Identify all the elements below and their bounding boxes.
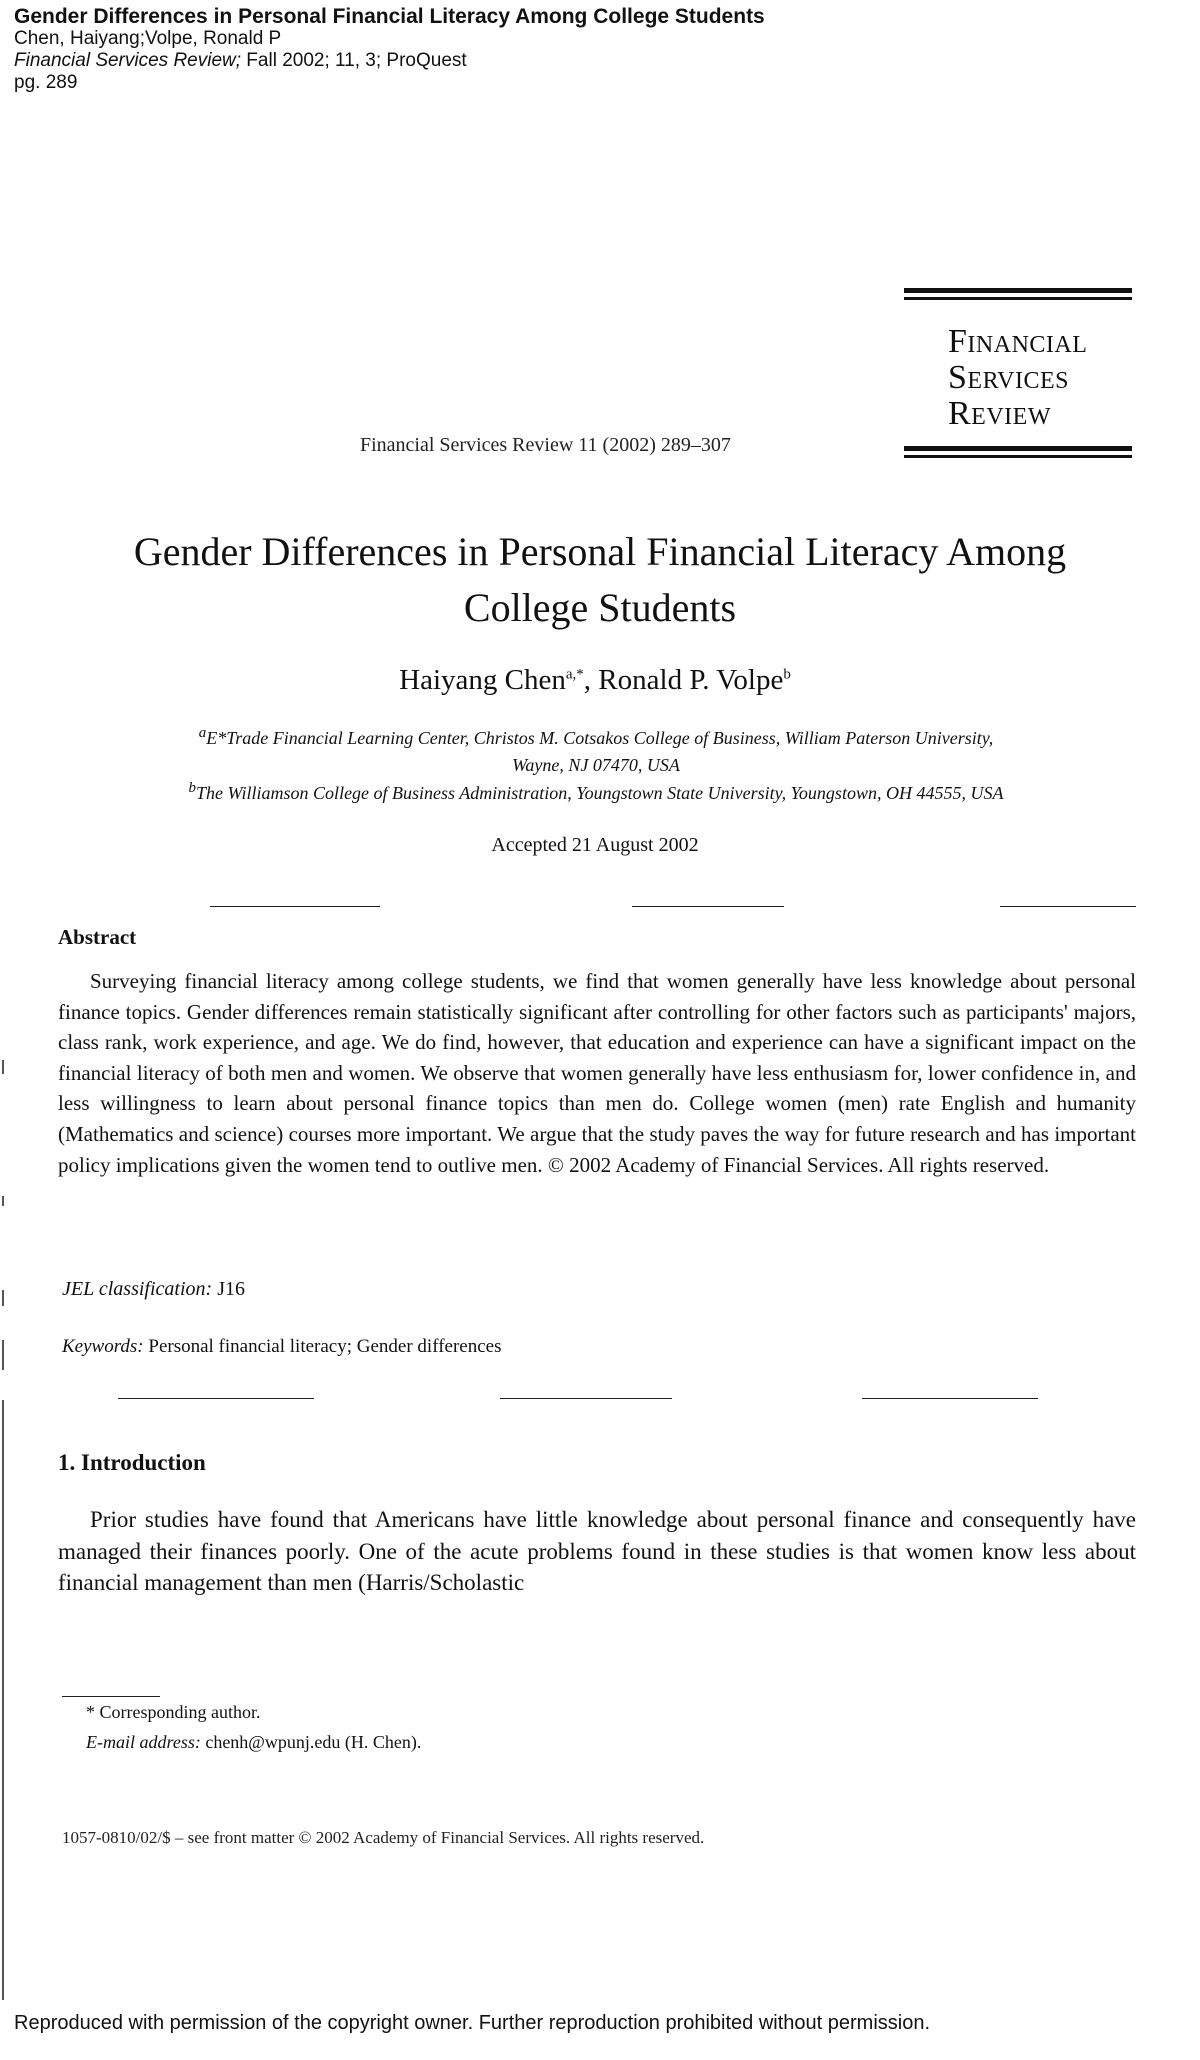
scan-mark	[2, 1196, 4, 1206]
affiliation-a	[56, 720, 1136, 779]
keywords-label: Keywords:	[62, 1336, 144, 1357]
logo-bottom-rule-thin	[904, 455, 1132, 458]
article-title-line-1: Gender Differences in Personal Financial Literacy Among	[133, 529, 1067, 574]
affiliation-b	[36, 780, 1156, 804]
abstract-top-rule-left	[210, 906, 380, 907]
issn-line: 1057-0810/02/$ – see front matter © 2002 Academy of Financial Services. All rights reserved.	[62, 1828, 705, 1847]
journal-logo	[904, 288, 1132, 458]
scan-mark	[2, 1400, 4, 2000]
author-chen-affil-mark: a,*	[565, 666, 584, 683]
abstract-heading: Abstract	[58, 925, 137, 949]
author-volpe-affil-mark: b	[783, 666, 791, 683]
footnote-email-value: chenh@wpunj.edu (H. Chen).	[200, 1732, 422, 1752]
abstract-bottom-rule-left	[118, 1398, 314, 1399]
author-volpe: Ronald P. Volpe	[598, 664, 784, 696]
logo-top-rule-thin	[904, 297, 1132, 300]
permission-notice: Reproduced with permission of the copyright owner. Further reproduction prohibited without permission.	[14, 2012, 931, 2034]
scan-mark	[2, 1060, 4, 1074]
article-title-line-2: College Students	[463, 585, 737, 630]
article-title	[40, 524, 1160, 636]
scan-mark	[2, 1340, 4, 1370]
introduction-body: Prior studies have found that Americans have little knowledge about personal finance and consequently have managed their finances poorly. One of the acute problems found in these studies is that women know less about financial management than men (Harris/Scholastic	[58, 1507, 1136, 1595]
introduction-heading: 1. Introduction	[58, 1450, 206, 1475]
footnote-rule	[62, 1696, 160, 1697]
proquest-source	[14, 50, 765, 72]
proquest-title: Gender Differences in Personal Financial Literacy Among College Students	[14, 5, 765, 28]
abstract-bottom-rule-center	[500, 1398, 672, 1399]
logo-bottom-rule	[904, 446, 1132, 451]
footnote-email-label: E-mail address:	[86, 1732, 201, 1752]
accepted-date: Accepted 21 August 2002	[491, 834, 699, 856]
logo-top-rule	[904, 288, 1132, 293]
article-authors	[0, 664, 1190, 697]
author-separator: ,	[583, 664, 599, 696]
affiliation-a-mark: a	[198, 725, 207, 741]
proquest-page: pg. 289	[14, 72, 78, 93]
abstract-body: Surveying financial literacy among college students, we find that women generally have less knowledge about personal finance topics. Gender differences remain statistically significant after controlling for other factors such as participants' majors, class rank, work experience, and age. We do find, however, that education and experience can have a significant impact on the financial literacy of both men and women. We observe that women generally have less enthusiasm for, lower confidence in, and less willingness to learn about personal finance topics than men do. College women (men) rate English and humanity (Mathematics and science) courses more important. We argue that the study paves the way for future research and has important policy implications given the women tend to outlive men. © 2002 Academy of Financial Services. All rights reserved.	[58, 969, 1136, 1177]
abstract-bottom-rule-right	[862, 1398, 1038, 1399]
abstract-top-rule-center	[632, 906, 784, 907]
affiliation-b-text: The Williamson College of Business Administration, Youngstown State University, Youngstown, OH 44555, USA	[196, 783, 1004, 803]
jel-value: J16	[212, 1278, 245, 1300]
journal-citation: Financial Services Review 11 (2002) 289–307	[360, 434, 731, 456]
jel-classification	[62, 1278, 245, 1301]
keywords	[62, 1336, 501, 1358]
logo-word-review: Review	[948, 395, 1051, 432]
logo-wordmark	[948, 324, 1087, 432]
keywords-value: Personal financial literacy; Gender differences	[143, 1336, 502, 1357]
proquest-source-details: Fall 2002; 11, 3; ProQuest	[241, 50, 467, 71]
jel-label: JEL classification:	[62, 1278, 213, 1300]
affiliation-b-mark: b	[188, 780, 197, 796]
affiliation-a-line-2: Wayne, NJ 07470, USA	[512, 755, 680, 775]
footnote-corresponding-author: * Corresponding author.	[86, 1702, 261, 1722]
author-chen: Haiyang Chen	[399, 664, 566, 696]
abstract-top-rule-right	[1000, 906, 1136, 907]
logo-word-financial: Financial	[948, 323, 1088, 360]
affiliation-a-line-1: E*Trade Financial Learning Center, Christos M. Cotsakos College of Business, William Paterson University,	[206, 728, 994, 748]
proquest-authors: Chen, Haiyang;Volpe, Ronald P	[14, 28, 282, 49]
proquest-journal: Financial Services Review;	[14, 50, 242, 71]
proquest-header	[14, 6, 765, 94]
logo-word-services: Services	[948, 359, 1069, 396]
footnote-email	[86, 1732, 421, 1753]
scan-mark	[2, 1290, 4, 1306]
